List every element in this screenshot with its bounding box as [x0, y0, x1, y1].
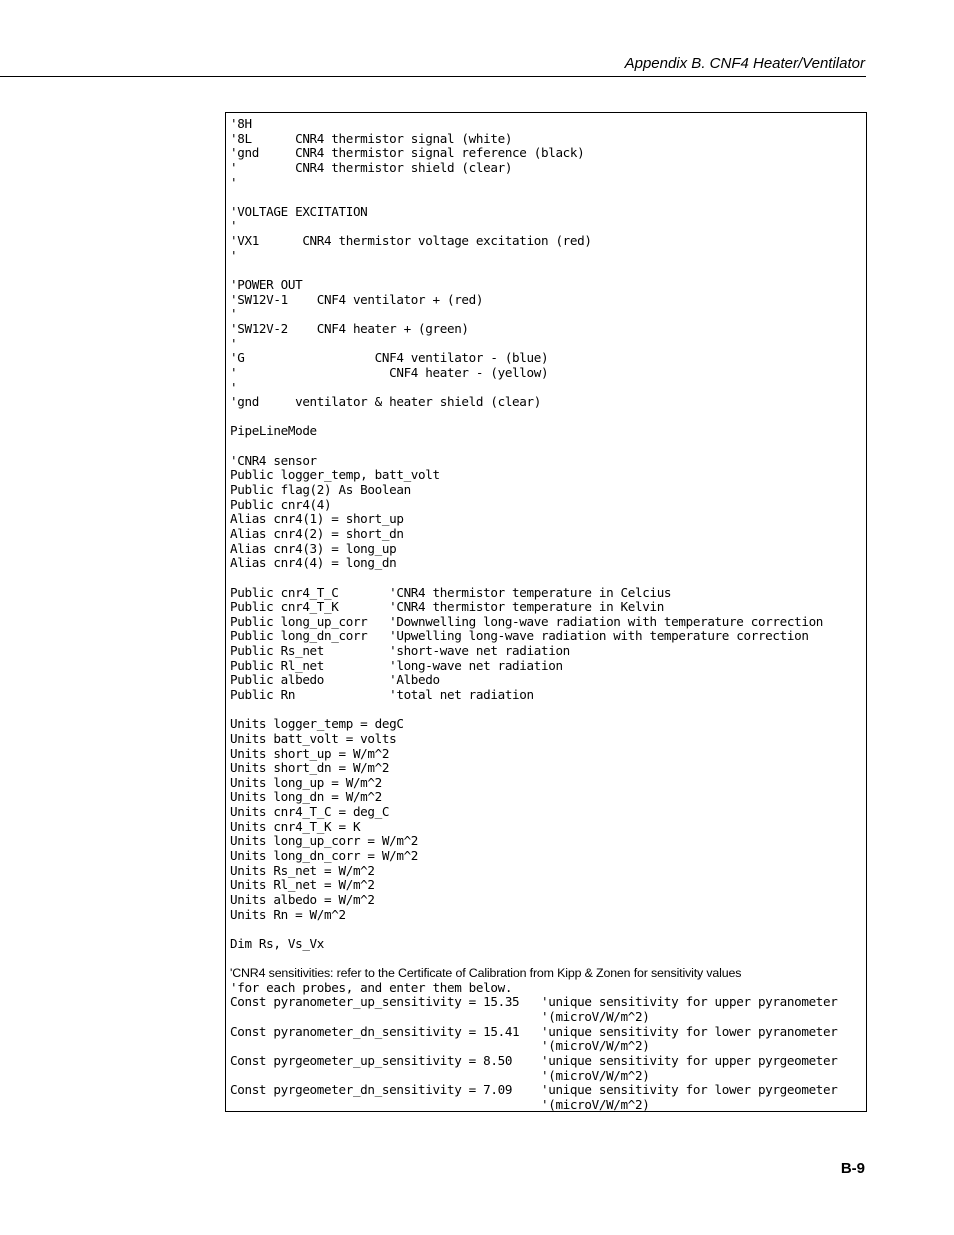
code-line: Public cnr4_T_C 'CNR4 thermistor temperature in Celcius [230, 584, 672, 600]
code-line: Units long_up = W/m^2 [230, 774, 382, 790]
code-line: Units long_dn = W/m^2 [230, 789, 382, 805]
code-line: Units Rs_net = W/m^2 [230, 862, 375, 878]
code-line: Alias cnr4(3) = long_up [230, 540, 397, 556]
code-line: Public cnr4_T_K 'CNR4 thermistor temperature in Kelvin [230, 599, 664, 615]
code-line: Public logger_temp, batt_volt [230, 467, 440, 483]
code-line: 'SW12V-1 CNF4 ventilator + (red) [230, 291, 484, 307]
code-line: '(microV/W/m^2) [230, 1038, 650, 1054]
code-line: ' CNR4 thermistor shield (clear) [230, 159, 513, 175]
code-line: Units short_dn = W/m^2 [230, 760, 390, 776]
code-line [230, 439, 838, 454]
code-line: '(microV/W/m^2) [230, 1067, 650, 1083]
code-line: ' [230, 306, 238, 322]
code-listing [230, 117, 838, 1112]
code-line: ' [230, 379, 238, 395]
code-line: '8L CNR4 thermistor signal (white) [230, 130, 513, 146]
code-line: Const pyrgeometer_dn_sensitivity = 7.09 'unique sensitivity for lower pyrgeometer [230, 1082, 838, 1098]
code-line [230, 263, 838, 278]
code-line: Alias cnr4(4) = long_dn [230, 555, 397, 571]
page-header-title: Appendix B. CNF4 Heater/Ventilator [624, 55, 865, 72]
code-line: PipeLineMode [230, 423, 317, 439]
code-line: '(microV/W/m^2) [230, 1096, 650, 1112]
code-line: 'for each probes, and enter them below. [230, 979, 513, 995]
code-line [230, 703, 838, 718]
code-line: Units albedo = W/m^2 [230, 891, 375, 907]
code-line: ' CNF4 heater - (yellow) [230, 364, 549, 380]
code-line [230, 922, 838, 937]
code-line: '(microV/W/m^2) [230, 1009, 650, 1025]
code-line: Alias cnr4(2) = short_dn [230, 525, 404, 541]
code-line: Units Rn = W/m^2 [230, 906, 346, 922]
code-line: Public cnr4(4) [230, 496, 332, 512]
code-line: ' [230, 247, 238, 263]
code-line: Units cnr4_T_C = deg_C [230, 804, 390, 820]
code-line: Public Rl_net 'long-wave net radiation [230, 657, 563, 673]
code-line: Units short_up = W/m^2 [230, 745, 390, 761]
code-line: 'SW12V-2 CNF4 heater + (green) [230, 320, 469, 336]
code-line: Alias cnr4(1) = short_up [230, 511, 404, 527]
code-line: ' [230, 174, 238, 190]
code-line [230, 190, 838, 205]
code-line: ' [230, 218, 238, 234]
code-line: Public long_up_corr 'Downwelling long-wave radiation with temperature correction [230, 613, 824, 629]
code-line: Const pyrgeometer_up_sensitivity = 8.50 'unique sensitivity for upper pyrgeometer [230, 1053, 838, 1068]
code-line: Public Rn 'total net radiation [230, 686, 534, 702]
code-listing-box [225, 112, 867, 1112]
code-line: 'VOLTAGE EXCITATION [230, 203, 368, 219]
code-line: Const pyranometer_up_sensitivity = 15.35 'unique sensitivity for upper pyranometer [230, 994, 838, 1010]
code-line: Public albedo 'Albedo [230, 672, 440, 688]
code-line: Units logger_temp = degC [230, 716, 404, 732]
code-line: Units cnr4_T_K = K [230, 818, 361, 834]
code-line: Public long_dn_corr 'Upwelling long-wave radiation with temperature correction [230, 628, 809, 644]
code-line [230, 410, 838, 425]
code-line [230, 952, 838, 967]
code-line: Public flag(2) As Boolean [230, 482, 411, 498]
code-line: Units long_up_corr = W/m^2 [230, 833, 419, 849]
code-line: Units Rl_net = W/m^2 [230, 877, 375, 893]
code-line: 'POWER OUT [230, 277, 303, 293]
code-line: Public Rs_net 'short-wave net radiation [230, 643, 570, 659]
page-number: B-9 [840, 1160, 865, 1177]
code-line: 'CNR4 sensitivities: refer to the Certificate of Calibration from Kipp & Zonen for sensitivity values [230, 966, 742, 981]
code-line: Dim Rs, Vs_Vx [230, 935, 325, 951]
code-line: Units batt_volt = volts [230, 730, 397, 746]
code-line: Units long_dn_corr = W/m^2 [230, 848, 419, 864]
code-line [230, 571, 838, 586]
code-line: 'G CNF4 ventilator - (blue) [230, 350, 549, 366]
code-line: 'gnd CNR4 thermistor signal reference (black) [230, 145, 585, 161]
code-line: 'gnd ventilator & heater shield (clear) [230, 394, 541, 410]
code-line: ' [230, 335, 238, 351]
code-line: 'VX1 CNR4 thermistor voltage excitation (red) [230, 233, 592, 249]
code-line: Const pyranometer_dn_sensitivity = 15.41 'unique sensitivity for lower pyranometer [230, 1023, 838, 1039]
code-line: 'CNR4 sensor [230, 452, 317, 468]
code-line: '8H [230, 116, 252, 131]
header-divider [0, 76, 866, 77]
